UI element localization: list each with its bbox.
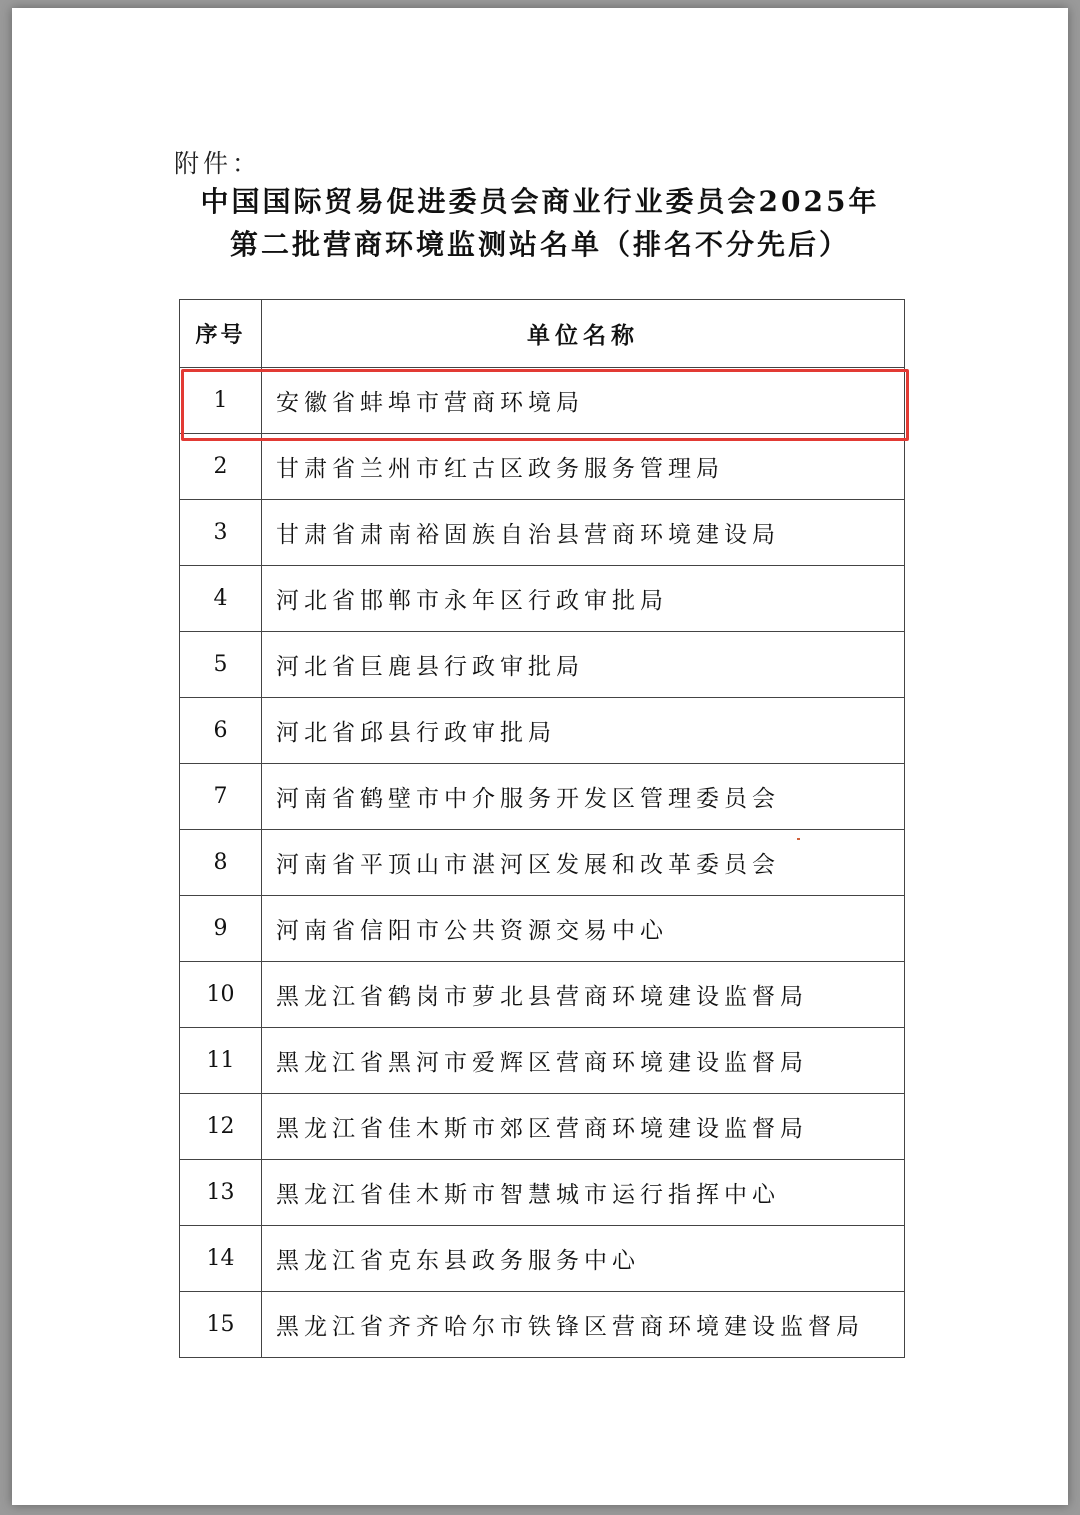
header-no: 序号 bbox=[180, 300, 262, 368]
row-number: 4 bbox=[180, 566, 262, 632]
attachment-label: 附件： bbox=[174, 149, 262, 178]
table-row bbox=[180, 1226, 905, 1292]
row-unit-name: 河北省邯郸市永年区行政审批局 bbox=[262, 566, 905, 632]
row-unit-name: 黑龙江省佳木斯市郊区营商环境建设监督局 bbox=[262, 1094, 905, 1160]
header-name: 单位名称 bbox=[262, 300, 905, 368]
table-row bbox=[180, 434, 905, 500]
row-unit-name: 黑龙江省克东县政务服务中心 bbox=[262, 1226, 905, 1292]
table-row bbox=[180, 1292, 905, 1358]
row-number: 7 bbox=[180, 764, 262, 830]
row-number: 1 bbox=[180, 368, 262, 434]
stations-table bbox=[179, 299, 905, 1358]
row-unit-name: 河北省邱县行政审批局 bbox=[262, 698, 905, 764]
table-row bbox=[180, 368, 905, 434]
scan-speck bbox=[797, 838, 800, 840]
row-unit-name: 河南省鹤壁市中介服务开发区管理委员会 bbox=[262, 764, 905, 830]
table-row bbox=[180, 1028, 905, 1094]
table-row bbox=[180, 962, 905, 1028]
row-number: 8 bbox=[180, 830, 262, 896]
table-row bbox=[180, 566, 905, 632]
row-unit-name: 黑龙江省黑河市爱辉区营商环境建设监督局 bbox=[262, 1028, 905, 1094]
row-number: 12 bbox=[180, 1094, 262, 1160]
table-row bbox=[180, 500, 905, 566]
table-row bbox=[180, 1094, 905, 1160]
row-number: 13 bbox=[180, 1160, 262, 1226]
row-number: 9 bbox=[180, 896, 262, 962]
table-row bbox=[180, 698, 905, 764]
table-header-row bbox=[180, 300, 905, 368]
row-unit-name: 黑龙江省鹤岗市萝北县营商环境建设监督局 bbox=[262, 962, 905, 1028]
table-row bbox=[180, 896, 905, 962]
document-title-line1: 中国国际贸易促进委员会商业行业委员会2025年 bbox=[200, 185, 880, 218]
row-unit-name: 黑龙江省佳木斯市智慧城市运行指挥中心 bbox=[262, 1160, 905, 1226]
row-unit-name: 甘肃省兰州市红古区政务服务管理局 bbox=[262, 434, 905, 500]
row-number: 10 bbox=[180, 962, 262, 1028]
row-number: 11 bbox=[180, 1028, 262, 1094]
document-page bbox=[12, 8, 1068, 1505]
row-number: 14 bbox=[180, 1226, 262, 1292]
row-unit-name: 河南省信阳市公共资源交易中心 bbox=[262, 896, 905, 962]
row-unit-name: 黑龙江省齐齐哈尔市铁锋区营商环境建设监督局 bbox=[262, 1292, 905, 1358]
table-row bbox=[180, 830, 905, 896]
document-title-line2: 第二批营商环境监测站名单（排名不分先后） bbox=[229, 228, 850, 261]
table-row bbox=[180, 764, 905, 830]
row-unit-name: 河南省平顶山市湛河区发展和改革委员会 bbox=[262, 830, 905, 896]
row-unit-name: 河北省巨鹿县行政审批局 bbox=[262, 632, 905, 698]
table-row bbox=[180, 1160, 905, 1226]
table-row bbox=[180, 632, 905, 698]
row-number: 2 bbox=[180, 434, 262, 500]
row-unit-name: 安徽省蚌埠市营商环境局 bbox=[262, 368, 905, 434]
row-number: 15 bbox=[180, 1292, 262, 1358]
row-number: 3 bbox=[180, 500, 262, 566]
row-number: 5 bbox=[180, 632, 262, 698]
row-number: 6 bbox=[180, 698, 262, 764]
row-unit-name: 甘肃省肃南裕固族自治县营商环境建设局 bbox=[262, 500, 905, 566]
